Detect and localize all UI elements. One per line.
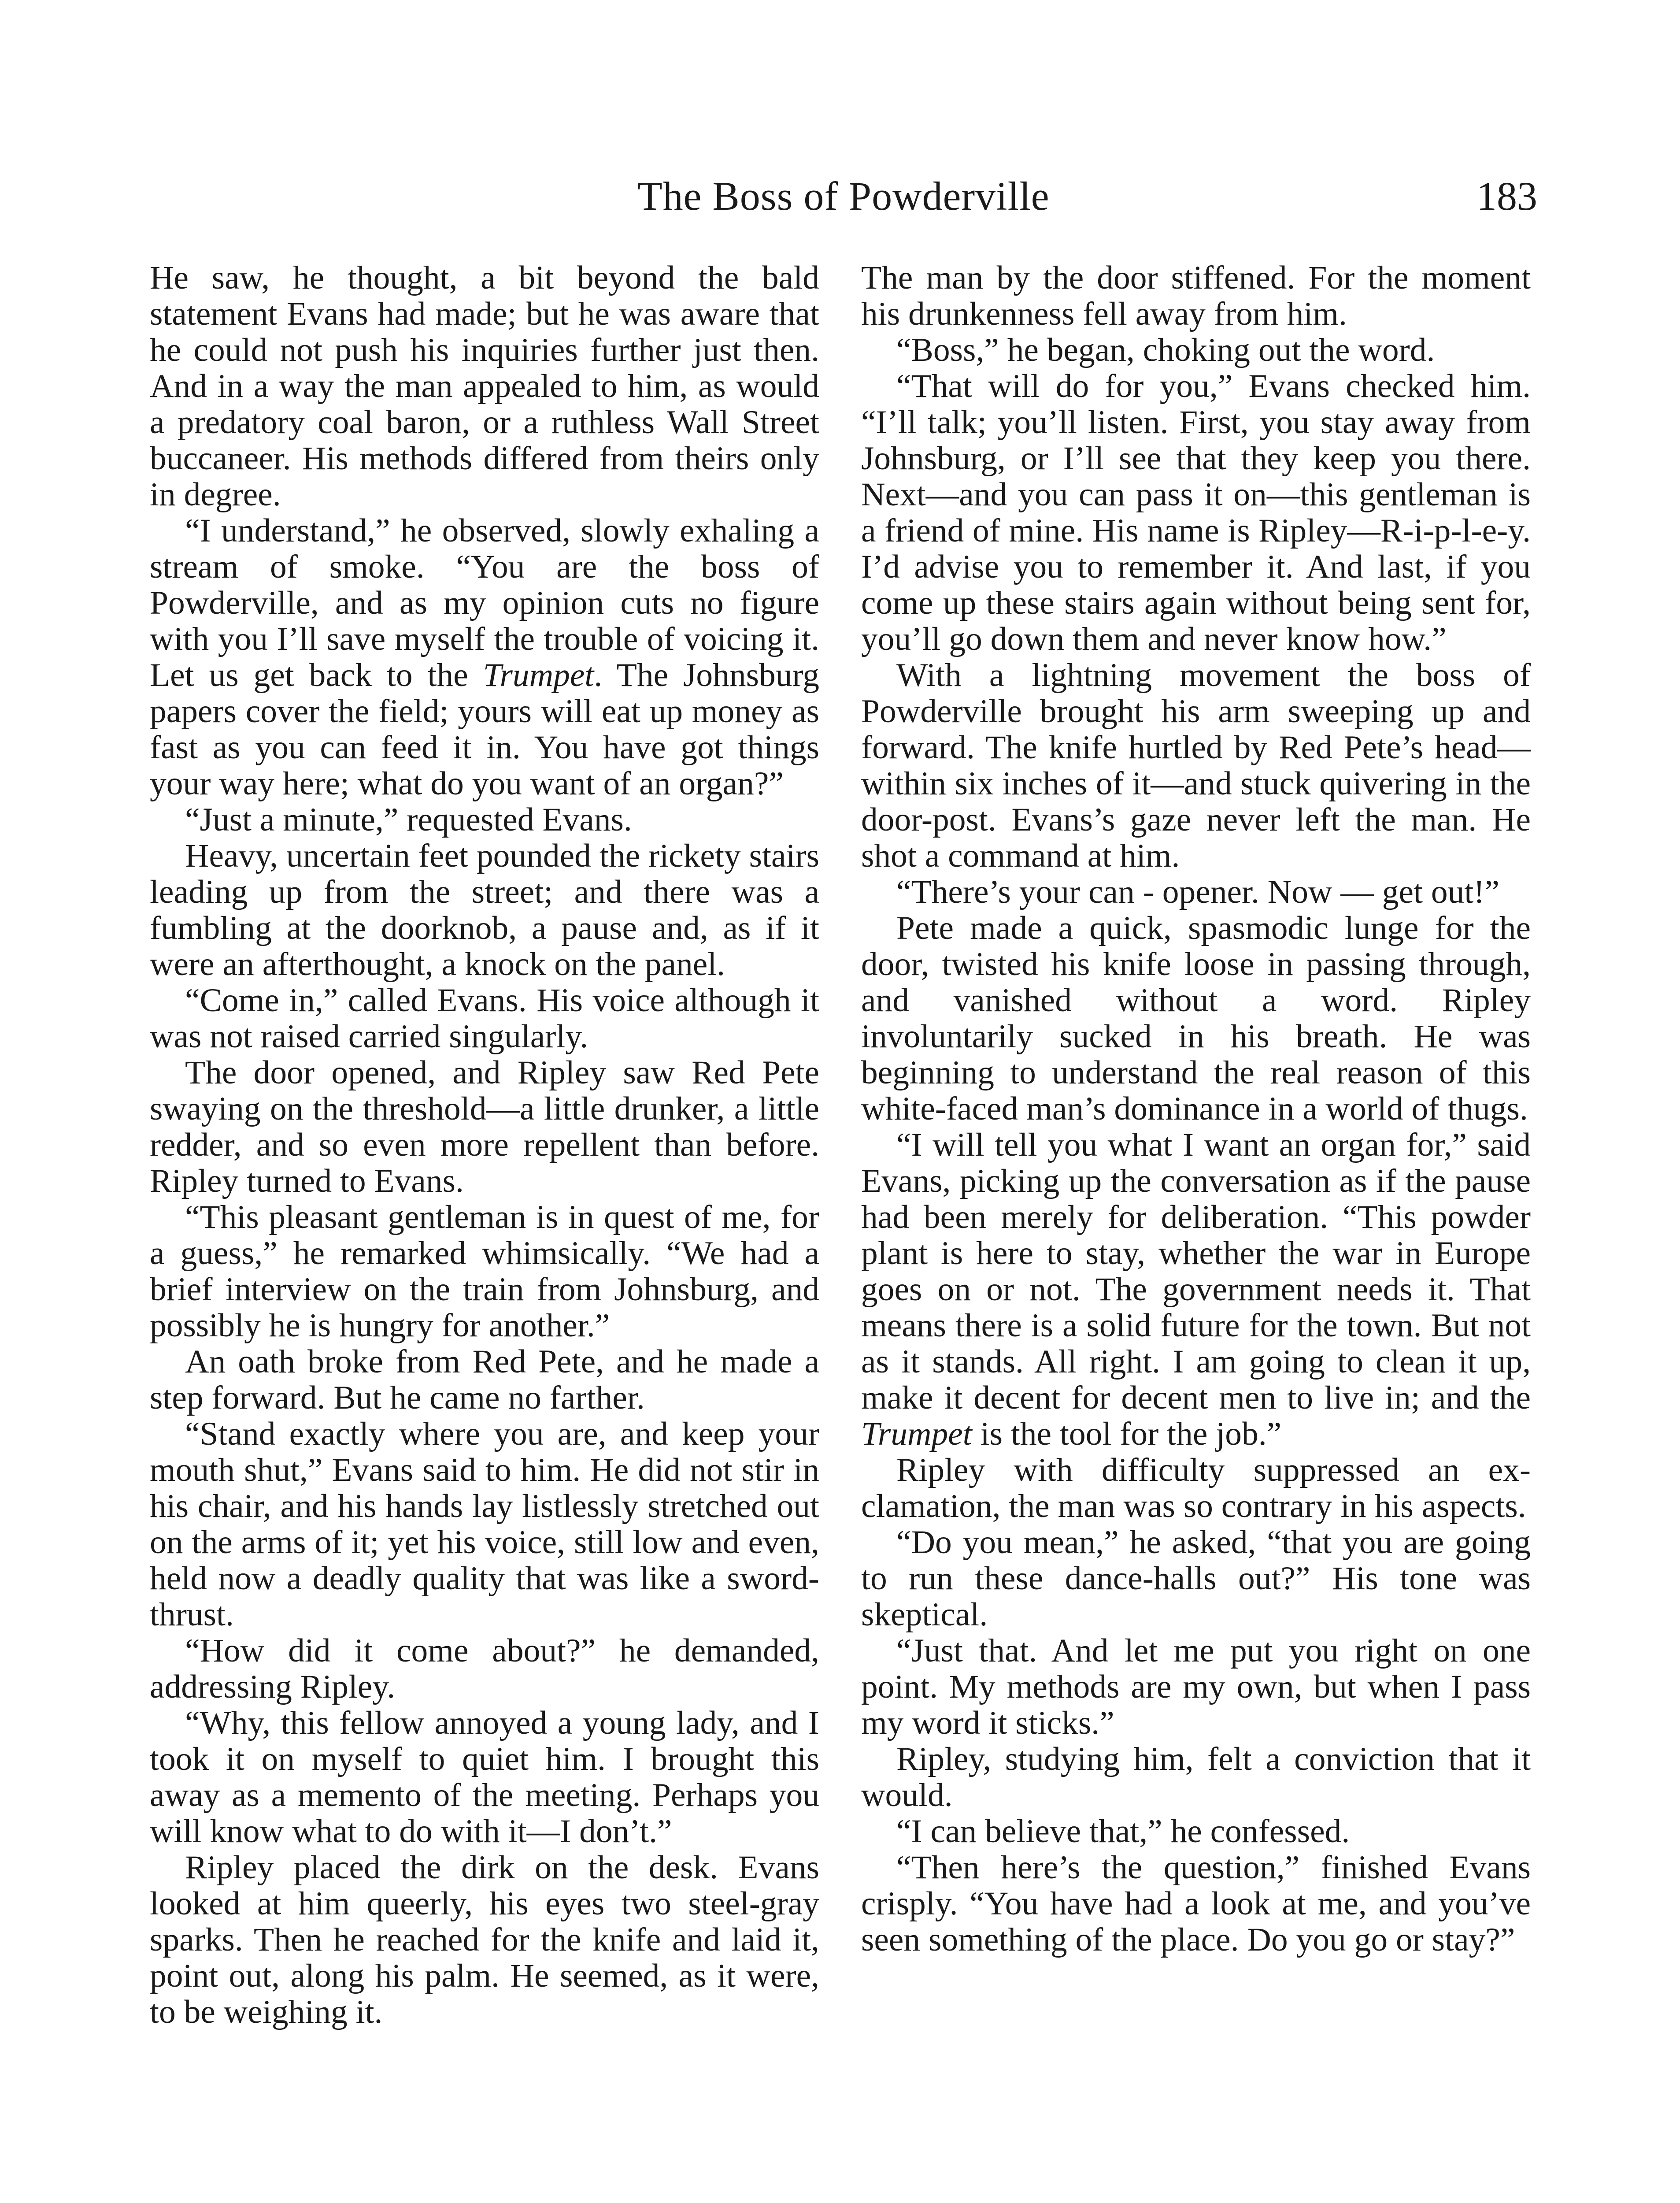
- paragraph: “Come in,” called Evans. His voice although it was not raised carried singularly.: [150, 982, 819, 1055]
- italic-title: Trumpet: [861, 1416, 972, 1452]
- page-number: 183: [1476, 174, 1537, 219]
- paragraph: “This pleasant gentleman is in quest of me, for a guess,” he remarked whimsically. “We had a brief interview on the train from Johnsburg, and possibly he is hungry for another.”: [150, 1199, 819, 1344]
- paragraph: “Just that. And let me put you right on one point. My methods are my own, but when I pass my word it sticks.”: [861, 1632, 1531, 1741]
- paragraph: [861, 1127, 1531, 1452]
- paragraph: “Why, this fellow annoyed a young lady, and I took it on myself to quiet him. I brought this away as a memento of the meeting. Perhaps you will know what to do with it—I don’t.”: [150, 1705, 819, 1850]
- paragraph-text: “I will tell you what I want an organ for,” said Evans, picking up the conversation as if the pause had been merely for deliberation. “This powder plant is here to stay, whether the war in Europe goes on or not. The government needs it. That means there is a solid future for the town. But not as it stands. All right. I am going to clean it up, make it decent for decent men to live in; and the: [861, 1127, 1531, 1416]
- running-title: The Boss of Powderville: [637, 174, 1050, 219]
- paragraph: Ripley, studying him, felt a conviction that it would.: [861, 1741, 1531, 1814]
- paragraph: “Then here’s the question,” finished Evans crisply. “You have had a look at me, and you’ve seen something of the place. Do you go or stay?”: [861, 1849, 1531, 1958]
- paragraph: With a lightning movement the boss of Powderville brought his arm sweeping up and forward. The knife hurtled by Red Pete’s head—within six inches of it—and stuck quivering in the door-post. Evans’s gaze never left the man. He shot a command at him.: [861, 657, 1531, 874]
- paragraph: An oath broke from Red Pete, and he made a step forward. But he came no farther.: [150, 1343, 819, 1416]
- paragraph: He saw, he thought, a bit beyond the bald statement Evans had made; but he was aware that he could not push his inquiries further just then. And in a way the man appealed to him, as would a predatory coal baron, or a ruthless Wall Street buccaneer. His methods differed from theirs only in degree.: [150, 260, 819, 513]
- paragraph: Ripley with difficulty suppressed an exclamation, the man was so contrary in his aspects.: [861, 1452, 1531, 1524]
- paragraph: “I can believe that,” he confessed.: [896, 1813, 1350, 1850]
- paragraph: “That will do for you,” Evans checked him. “I’ll talk; you’ll listen. First, you stay away from Johnsburg, or I’ll see that they keep you there. Next—and you can pass it on—this gentleman is a friend of mine. His name is Ripley—R-i-p-l-e-y. I’d advise you to remember it. And last, if you come up these stairs again without being sent for, you’ll go down them and never know how.”: [861, 368, 1531, 657]
- paragraph: The door opened, and Ripley saw Red Pete swaying on the threshold—a little drunker, a little redder, and so even more repellent than before. Ripley turned to Evans.: [150, 1054, 819, 1199]
- paragraph: Pete made a quick, spasmodic lunge for the door, twisted his knife loose in passing through, and vanished without a word. Ripley involuntarily sucked in his breath. He was beginning to understand the real reason of this white-faced man’s dominance in a world of thugs.: [861, 910, 1531, 1127]
- paragraph: The man by the door stiffened. For the moment his drunkenness fell away from him.: [861, 260, 1531, 332]
- paragraph: “How did it come about?” he demanded, addressing Ripley.: [150, 1632, 819, 1705]
- paragraph: Heavy, uncertain feet pounded the rickety stairs leading up from the street; and there was a fumbling at the doorknob, a pause and, as if it were an afterthought, a knock on the panel.: [150, 838, 819, 983]
- paragraph: “Stand exactly where you are, and keep your mouth shut,” Evans said to him. He did not stir in his chair, and his hands lay listlessly stretched out on the arms of it; yet his voice, still low and even, held now a deadly quality that was like a sword-thrust.: [150, 1416, 819, 1633]
- paragraph: [150, 513, 819, 802]
- paragraph-text: . The Johnsburg papers cover the field; yours will eat up money as fast as you can feed it in. You have got things your way here; what do you want of an organ?”: [150, 657, 819, 802]
- left-column: [150, 260, 819, 2030]
- paragraph-text: “I understand,” he observed, slowly exhaling a stream of smoke. “You are the boss of Powderville, and as my opinion cuts no figure with you I’ll save myself the trouble of voicing it. Let us get back to the: [150, 512, 819, 694]
- paragraph: “Boss,” he began, choking out the word.: [896, 332, 1435, 368]
- paragraph-text: is the tool for the job.”: [972, 1416, 1282, 1452]
- paragraph: “Just a minute,” requested Evans.: [185, 801, 632, 838]
- paragraph: “There’s your can - opener. Now — get out!”: [896, 874, 1499, 910]
- paragraph: “Do you mean,” he asked, “that you are going to run these dance-halls out?” His tone was skeptical.: [861, 1524, 1531, 1633]
- italic-title: Trumpet: [483, 657, 594, 694]
- running-head: [150, 167, 1537, 225]
- right-column: [861, 260, 1531, 1958]
- paragraph: Ripley placed the dirk on the desk. Evans looked at him queerly, his eyes two steel-gray sparks. Then he reached for the knife and laid it, point out, along his palm. He seemed, as it were, to be weighing it.: [150, 1849, 819, 2030]
